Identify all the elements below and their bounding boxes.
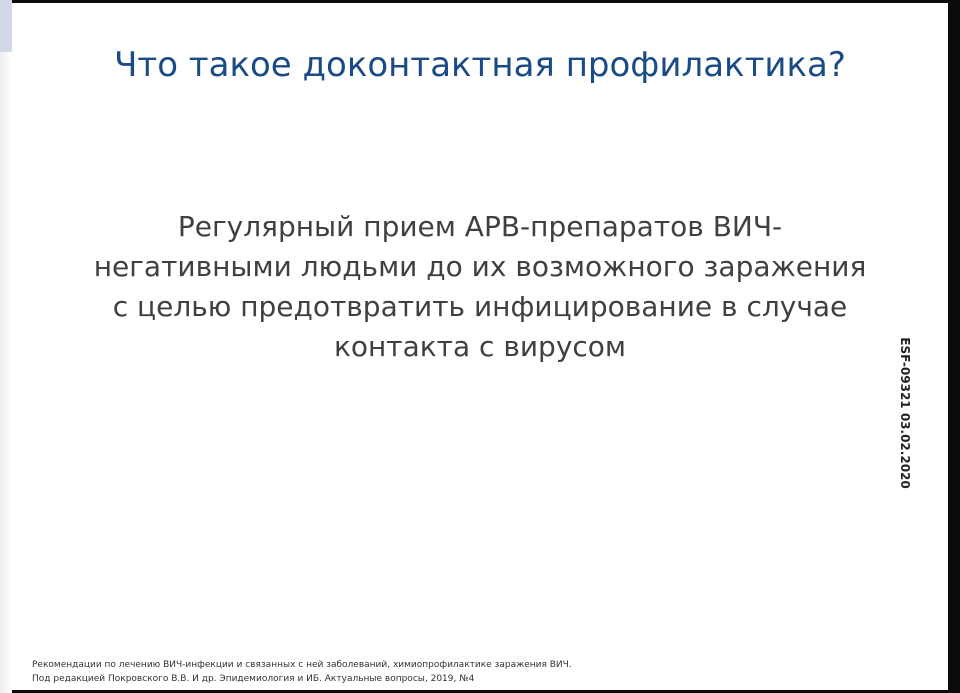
corner-accent-block [0,0,12,52]
presentation-slide [12,3,948,690]
body-line: контакта с вирусом [333,330,627,363]
document-code: ESF-09321 03.02.2020 [898,337,912,489]
slide-body-text [72,207,888,367]
slide-title: Что такое доконтактная профилактика? [114,45,846,85]
right-frame-border [948,0,960,693]
body-line: с целью предотвратить инфицирование в случае [112,290,848,323]
body-line: негативными людьми до их возможного заражения [93,250,867,283]
body-line: Регулярный прием АРВ-препаратов ВИЧ- [177,210,783,243]
left-edge-shadow [0,52,12,693]
slide-footnote [32,658,572,686]
footnote-line: Рекомендации по лечению ВИЧ-инфекции и связанных с ней заболеваний, химиопрофилактике заражения ВИЧ. [32,660,572,670]
footnote-line: Под редакцией Покровского В.В. И др. Эпидемиология и ИБ. Актуальные вопросы, 2019, №4 [32,674,475,684]
